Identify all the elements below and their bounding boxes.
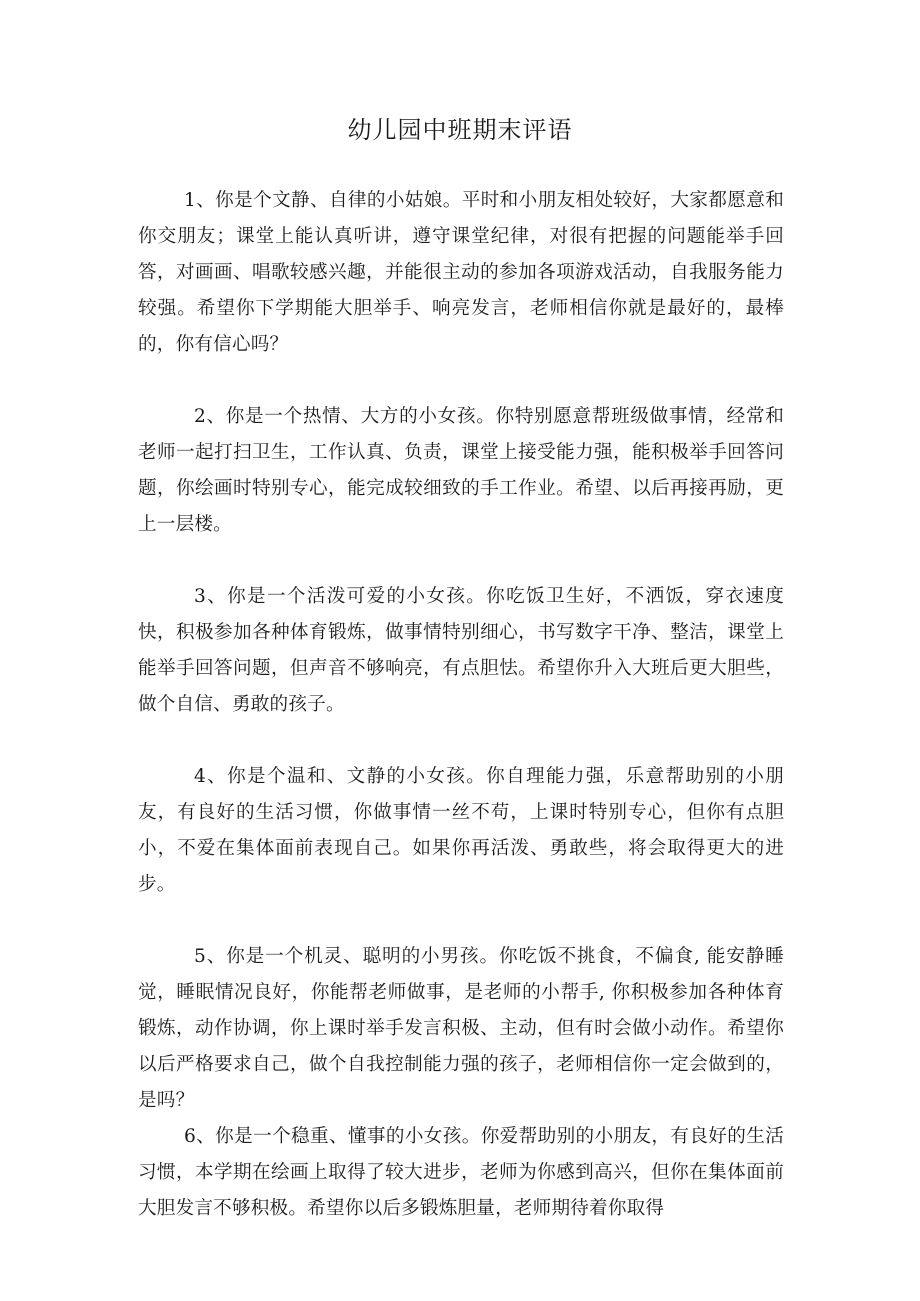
document-title: 幼儿园中班期末评语 [347,116,573,144]
paragraph-1: 1、你是个文静、自律的小姑娘。平时和小朋友相处较好，大家都愿意和你交朋友；课堂上能认真听讲，遵守课堂纪律，对很有把握的问题能举手回答，对画画、唱歌较感兴趣，并能很主动的参加各项游戏活动，自我服务能力较强。希望你下学期能大胆举手、响亮发言，老师相信你就是最好的，最棒的，你有信心吗？ [138,190,784,355]
paragraph-6: 6、你是一个稳重、懂事的小女孩。你爱帮助别的小朋友，有良好的生活习惯，本学期在绘画上取得了较大进步，老师为你感到高兴，但你在集体面前大胆发言不够积极。希望你以后多锻炼胆量，老师期待着你取得 [138,1126,784,1219]
paragraph-2: 2、你是一个热情、大方的小女孩。你特别愿意帮班级做事情，经常和老师一起打扫卫生，工作认真、负责，课堂上接受能力强，能积极举手回答问题，你绘画时特别专心，能完成较细致的手工作业。希望、以后再接再励，更上一层楼。 [138,406,784,535]
paragraph-3: 3、你是一个活泼可爱的小女孩。你吃饭卫生好，不洒饭，穿衣速度快，积极参加各种体育锻炼，做事情特别细心，书写数字干净、整洁，课堂上能举手回答问题，但声音不够响亮，有点胆怯。希望你升入大班后更大胆些，做个自信、勇敢的孩子。 [138,586,784,715]
document-body [138,183,784,1227]
paragraph-4: 4、你是个温和、文静的小女孩。你自理能力强，乐意帮助别的小朋友，有良好的生活习惯，你做事情一丝不苟，上课时特别专心，但你有点胆小，不爱在集体面前表现自己。如果你再活泼、勇敢些，将会取得更大的进步。 [138,766,784,895]
paragraph-5: 5、你是一个机灵、聪明的小男孩。你吃饭不挑食，不偏食, 能安静睡觉，睡眠情况良好，你能帮老师做事，是老师的小帮手, 你积极参加各种体育锻炼，动作协调，你上课时举手发言积极、主动，但有时会做小动作。希望你以后严格要求自己，做个自我控制能力强的孩子，老师相信你一定会做到的，是吗？ [138,946,784,1111]
